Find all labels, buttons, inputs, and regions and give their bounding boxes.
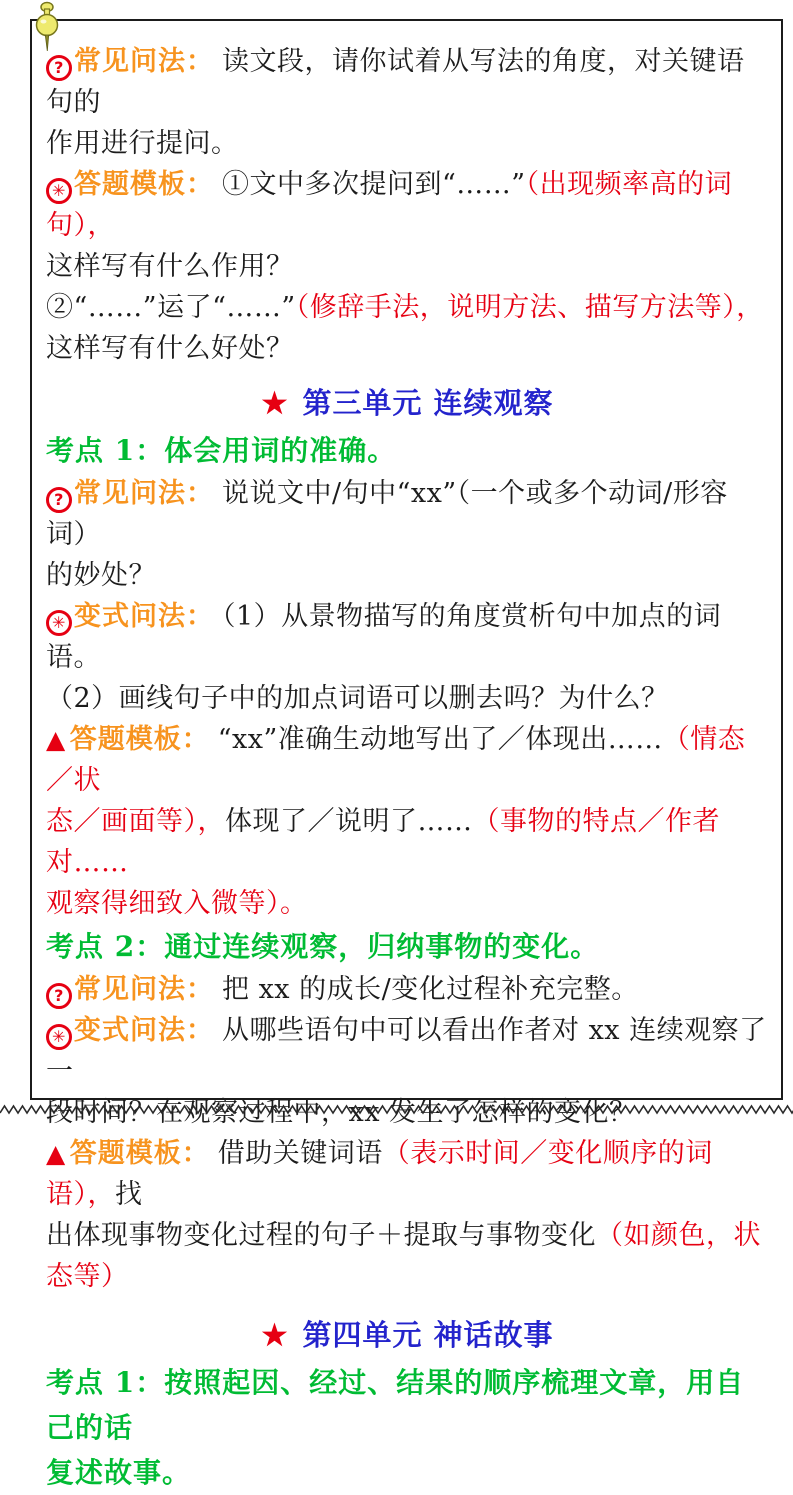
text-segment: （2）画线句子中的加点词语可以删去吗？为什么？ [46,683,669,714]
text-segment: 变式问法： [74,1015,214,1046]
unit-heading [46,381,769,426]
unit-heading-text: 第四单元 神话故事 [302,1318,554,1352]
text-line [46,473,769,555]
keypoint-line: 复述故事。 [46,1456,192,1489]
text-line [46,1133,769,1215]
text-line [46,883,769,924]
asterisk-badge-icon: ✳ [46,1024,72,1050]
text-line [46,1010,769,1092]
text-line [46,596,769,678]
text-segment: （出现频率高的词句）， [46,169,733,241]
text-line [46,969,769,1010]
text-line [46,328,769,369]
text-segment: （事物的特点／作者对…… [46,806,720,878]
asterisk-badge-icon: ✳ [46,610,72,636]
text-line [46,719,769,801]
text-segment: 说说文中/句中“xx”（一个或多个动词/形容词） [46,478,728,550]
text-segment: 的妙处？ [46,560,156,591]
keypoint-line: 考点 1：体会用词的准确。 [46,434,397,467]
text-segment: 借助关键词语 [217,1138,383,1169]
text-segment: 作用进行提问。 [46,128,239,159]
text-line [46,287,769,328]
text-segment: （表示时间／变化顺序的词语）， [46,1138,713,1210]
text-segment: 把 xx 的成长/变化过程补充完整。 [222,974,639,1005]
text-segment: 常见问法： [74,974,214,1005]
content-frame [30,19,783,1489]
text-segment: 态／画面等）， [46,806,225,837]
text-segment: 体现了／说明了…… [225,806,473,837]
text-segment: 答题模板： [69,1138,210,1169]
text-segment: （如颜色，状态等） [46,1220,761,1292]
question-badge-icon: ? [46,983,72,1009]
text-line [46,41,769,123]
document-body [46,41,769,1495]
keypoint-line: 考点 2：通过连续观察，归纳事物的变化。 [46,930,600,963]
text-segment: 观察得细致入微等）。 [46,888,308,919]
text-segment: 段时间？在观察过程中，xx 发生了怎样的变化？ [46,1097,637,1128]
text-segment: 常见问法： [74,46,214,77]
torn-edge-zigzag [0,1100,793,1116]
text-line [46,246,769,287]
text-segment: 答题模板： [69,724,210,755]
star-icon: ★ [261,1318,289,1352]
triangle-badge-icon: ▲ [46,725,66,754]
text-line [46,555,769,596]
text-segment: 这样写有什么作用？ [46,251,294,282]
triangle-badge-icon: ▲ [46,1139,66,1168]
unit-heading-text: 第三单元 连续观察 [302,386,554,420]
text-line [46,801,769,883]
text-segment: 答题模板： [74,169,214,200]
text-segment: （修辞手法，说明方法、描写方法等）， [295,292,764,323]
text-segment: “xx”准确生动地写出了／体现出…… [217,724,663,755]
star-icon: ★ [261,386,289,420]
text-segment: 这样写有什么好处？ [46,333,294,364]
text-segment: （1）从景物描写的角度赏析句中加点的词语。 [46,601,722,673]
text-line [46,678,769,719]
question-badge-icon: ? [46,55,72,81]
asterisk-badge-icon: ✳ [46,178,72,204]
text-segment: （情态／状 [46,724,746,796]
question-badge-icon: ? [46,487,72,513]
pushpin-icon [28,1,66,55]
text-line [46,1215,769,1297]
unit-heading [46,1313,769,1358]
text-segment: ①文中多次提问到“……” [222,169,526,200]
keypoint-line: 考点 1：按照起因、经过、结果的顺序梳理文章，用自己的话 [46,1366,745,1444]
text-segment: ②“……”运了“……” [46,292,296,323]
text-segment: 变式问法： [74,601,214,632]
text-segment: 找 [115,1179,143,1210]
text-segment: 读文段，请你试着从写法的角度，对关键语句的 [46,46,745,118]
text-segment: 常见问法： [74,478,214,509]
text-line [46,123,769,164]
text-line [46,164,769,246]
text-segment: 出体现事物变化过程的句子＋提取与事物变化 [46,1220,596,1251]
text-segment: 从哪些语句中可以看出作者对 xx 连续观察了一 [46,1015,767,1087]
